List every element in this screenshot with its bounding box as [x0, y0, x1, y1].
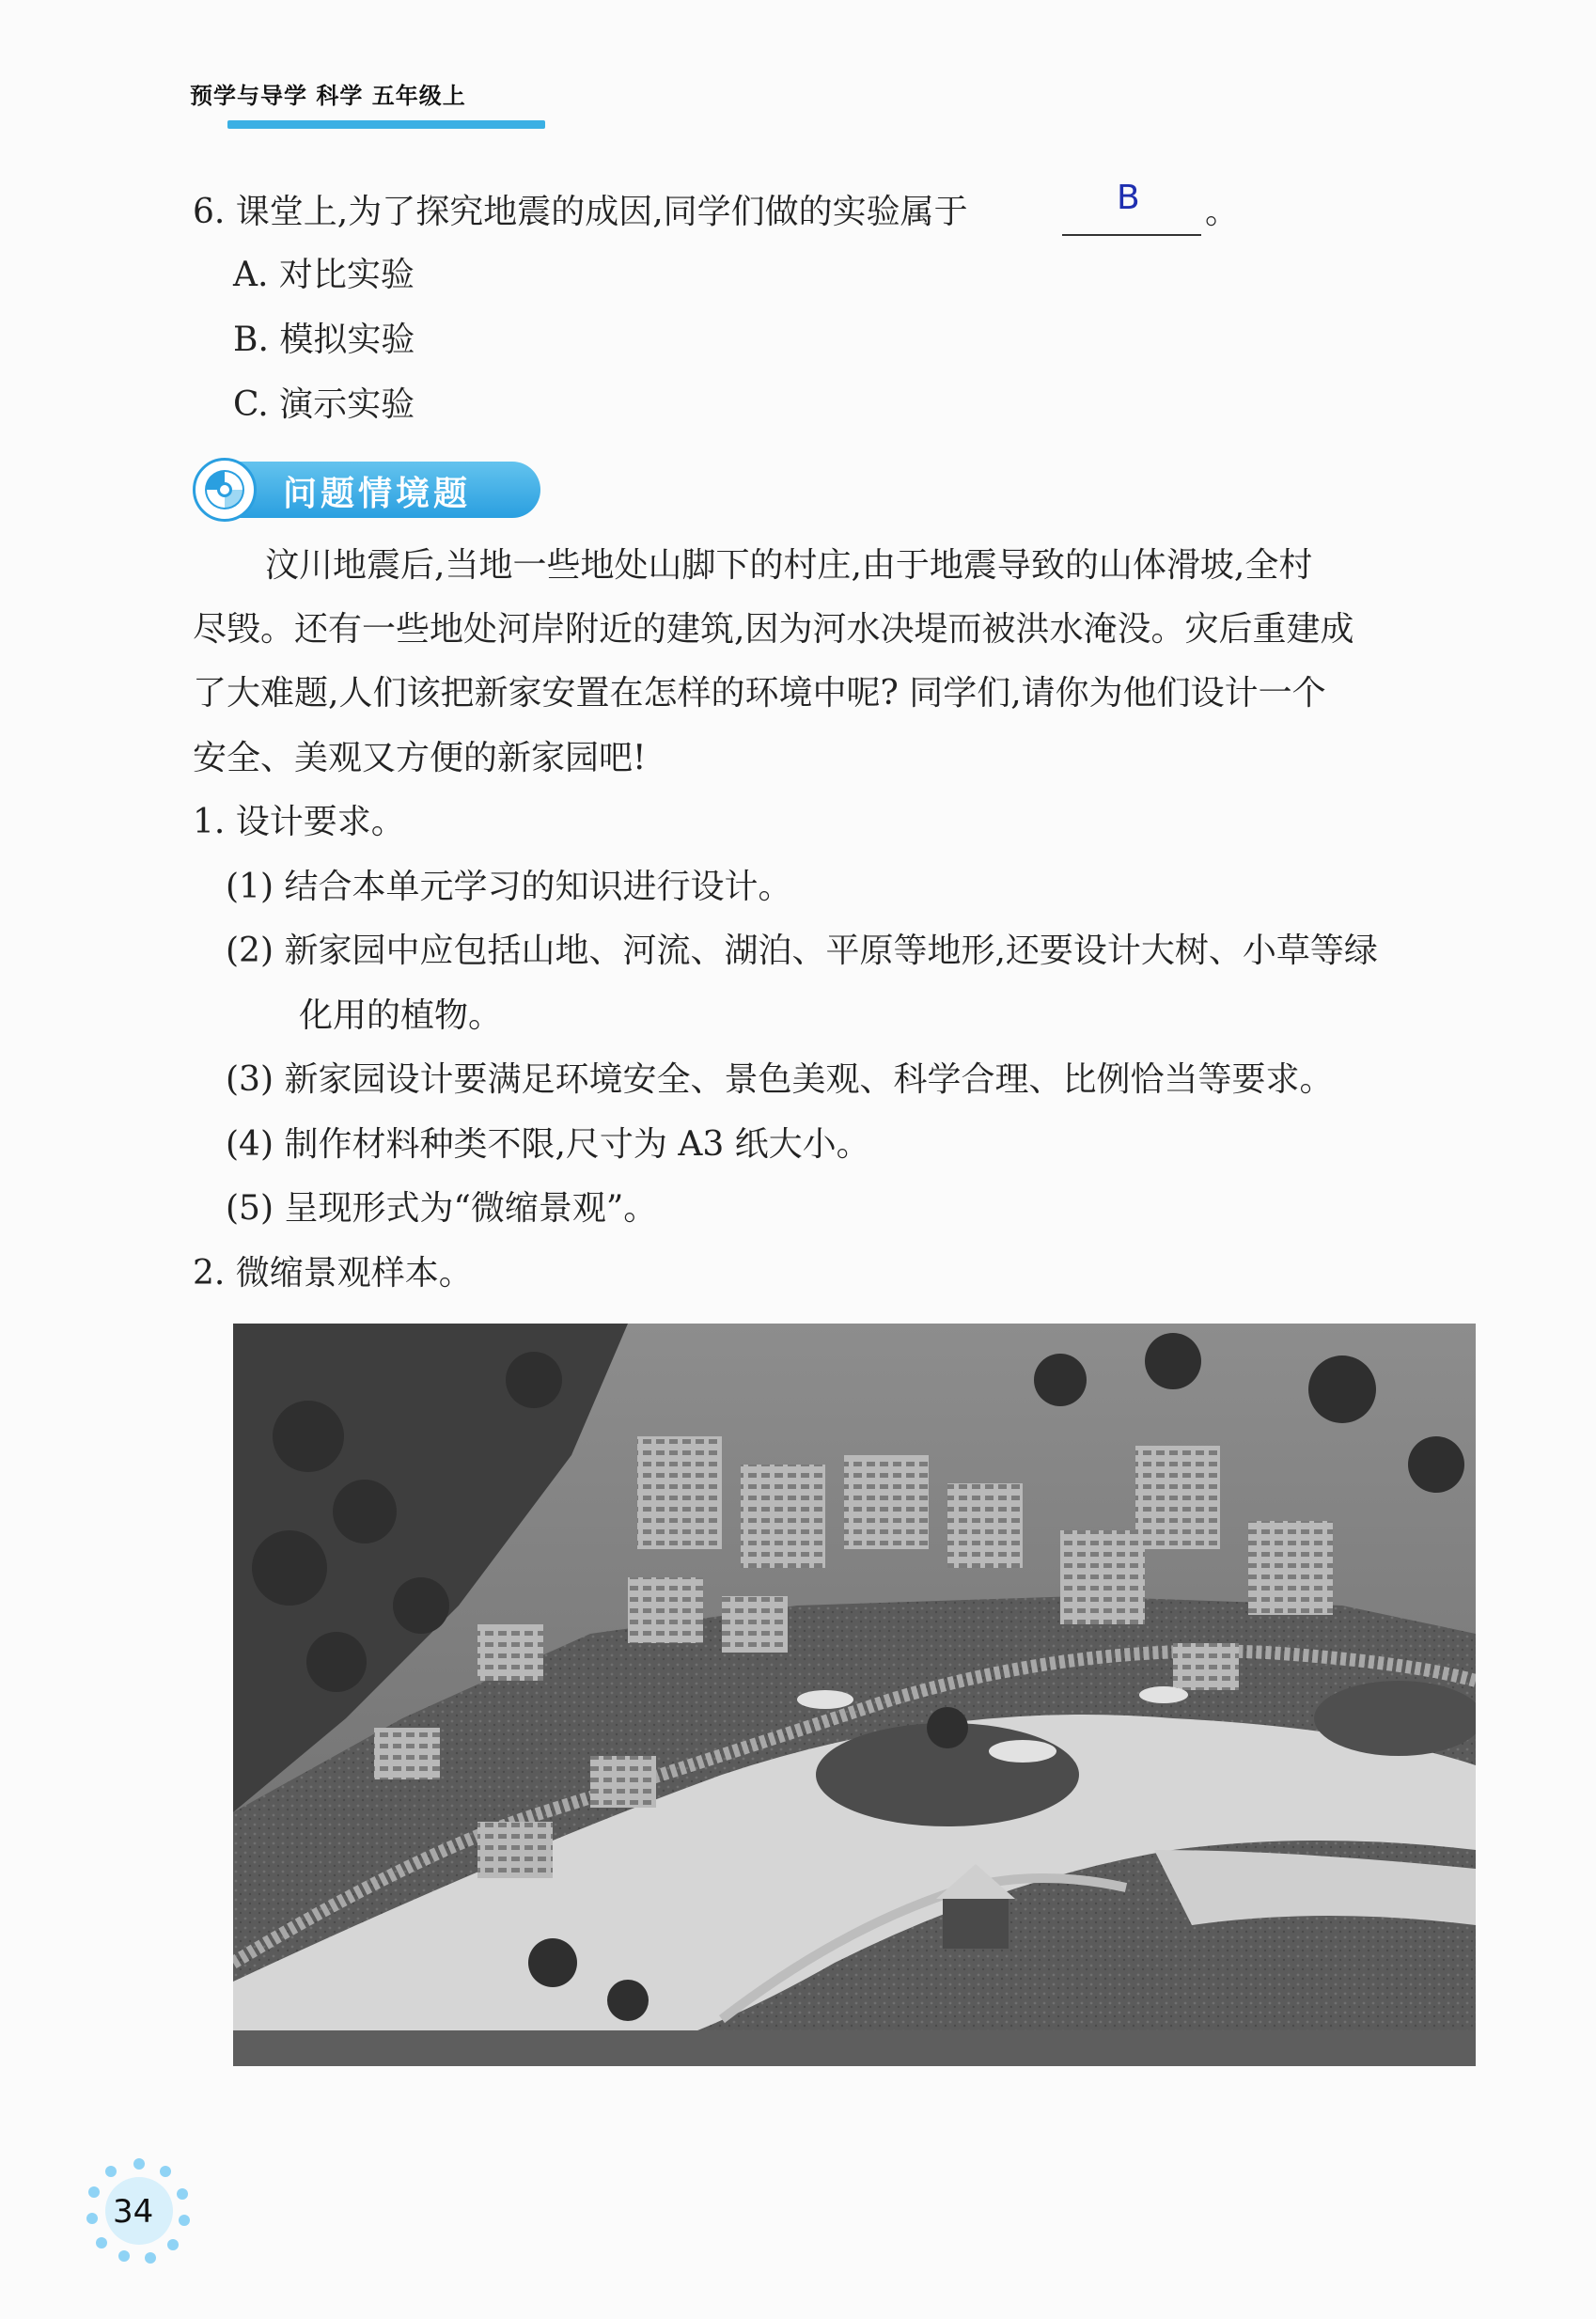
- sample-heading: 2. 微缩景观样本。: [193, 1254, 473, 1293]
- section-title: 问题情境题: [283, 475, 472, 513]
- requirement-item-2: (2) 新家园中应包括山地、河流、湖泊、平原等地形,还要设计大树、小草等绿: [226, 932, 1378, 970]
- intro-line-2: 尽毁。还有一些地处河岸附近的建筑,因为河水决堤而被洪水淹没。灾后重建成: [193, 610, 1354, 649]
- option-a: A. 对比实验: [233, 256, 415, 294]
- requirement-item-2-cont: 化用的植物。: [299, 996, 503, 1035]
- intro-line-3: 了大难题,人们该把新家安置在怎样的环境中呢? 同学们,请你为他们设计一个: [193, 674, 1326, 713]
- question-stem: 6. 课堂上,为了探究地震的成因,同学们做的实验属于: [193, 193, 968, 231]
- answer-blank: [1062, 234, 1201, 236]
- option-b: B. 模拟实验: [233, 321, 415, 359]
- requirement-item-3: (3) 新家园设计要满足环境安全、景色美观、科学合理、比例恰当等要求。: [226, 1060, 1334, 1099]
- page-header-title: 预学与导学 科学 五年级上: [190, 83, 466, 109]
- intro-line-1: 汶川地震后,当地一些地处山脚下的村庄,由于地震导致的山体滑坡,全村: [265, 546, 1313, 585]
- section-banner: [193, 458, 542, 522]
- requirement-item-5: (5) 呈现形式为“微缩景观”。: [226, 1189, 658, 1228]
- intro-line-4: 安全、美观又方便的新家园吧!: [193, 739, 647, 777]
- header-rule: [227, 120, 545, 129]
- requirement-item-4: (4) 制作材料种类不限,尺寸为 A3 纸大小。: [226, 1125, 870, 1164]
- swirl-icon: [201, 466, 248, 513]
- question-end-punct: 。: [1205, 193, 1240, 231]
- banner-circle: [193, 458, 257, 522]
- requirement-item-1: (1) 结合本单元学习的知识进行设计。: [226, 868, 792, 906]
- requirements-heading: 1. 设计要求。: [193, 803, 405, 841]
- page-number: 34: [113, 2193, 154, 2231]
- option-c: C. 演示实验: [233, 385, 415, 424]
- miniature-landscape-photo: [233, 1324, 1476, 2066]
- answer-value: B: [1117, 179, 1140, 217]
